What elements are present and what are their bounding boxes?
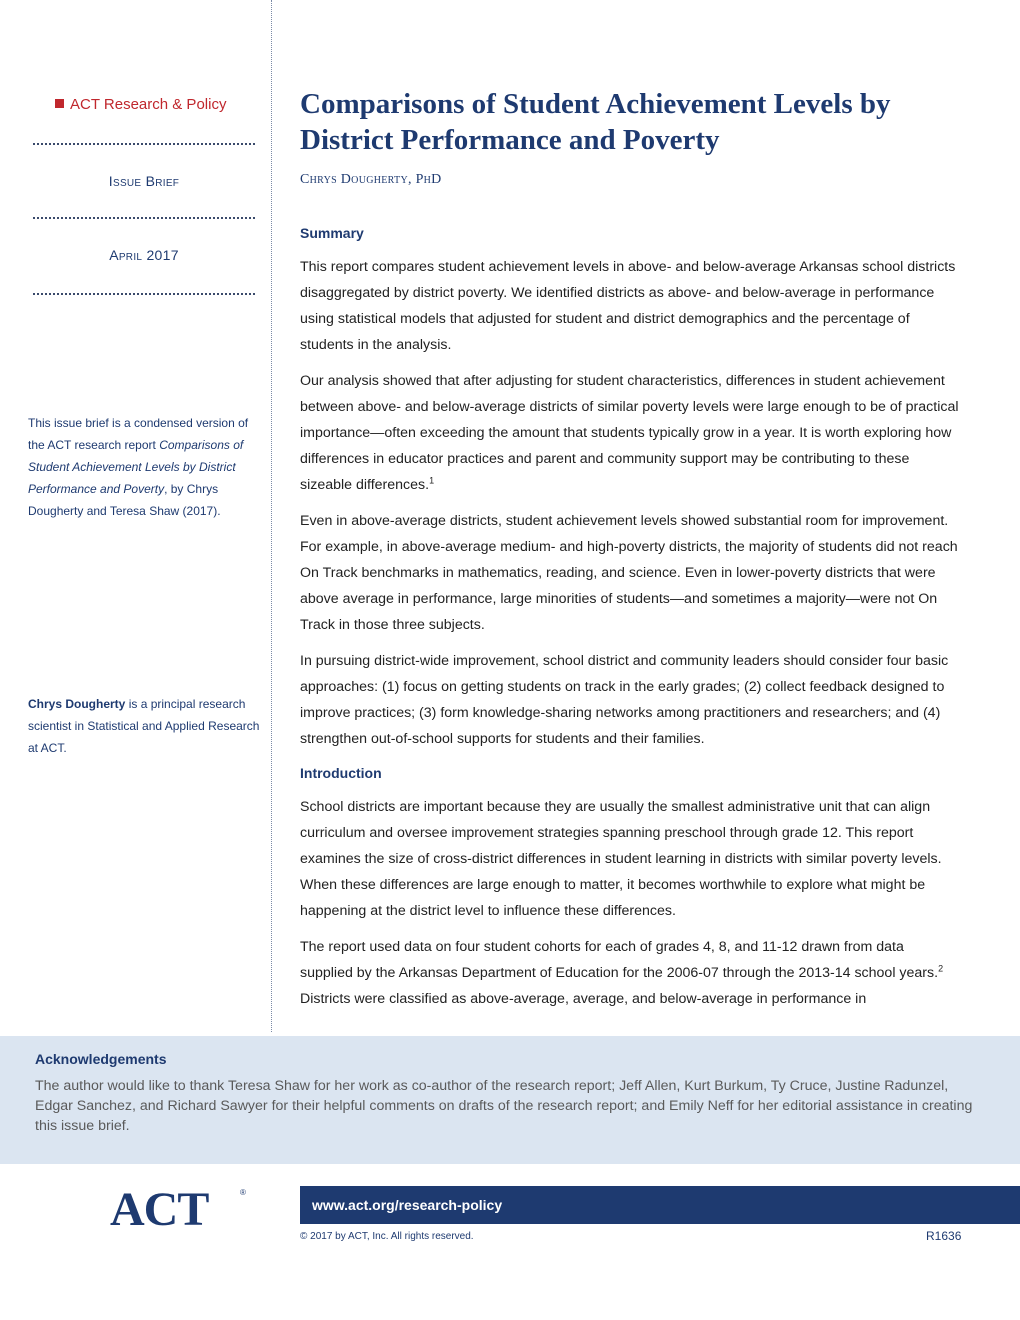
author-name: Chrys Dougherty xyxy=(28,697,126,711)
brand-label: ACT Research & Policy xyxy=(55,96,226,113)
paragraph: Even in above-average districts, student achievement levels showed substantial room for improvement. For example, in above-average medium- and high-poverty districts, the majority of students did not reach On Track benchmarks in mathematics, reading, and science. Even in lower-poverty districts that were above average in performance, large minorities of students—and sometimes a majority—were not On Track in those three subjects. xyxy=(300,513,958,633)
act-logo xyxy=(110,1184,255,1232)
website-link[interactable]: www.act.org/research-policy xyxy=(312,1197,503,1213)
svg-text:®: ® xyxy=(240,1188,246,1197)
footnote-ref[interactable]: 1 xyxy=(429,475,435,486)
report-title: Comparisons of Student Achievement Levels by District Performance and Poverty xyxy=(28,438,244,496)
paragraph: School districts are important because they are usually the smallest administrative unit that can align curriculum and oversee improvement strategies spanning preschool through grade 12. This report examines the size of cross-district differences in student learning in districts with similar poverty levels. When these differences are large enough to matter, it becomes worthwhile to explore what might be happening at the district level to influence these differences. xyxy=(300,799,942,919)
issue-date: April 2017 xyxy=(109,247,179,263)
acknowledgements-text: The author would like to thank Teresa Shaw for her work as co-author of the research report; Jeff Allen, Kurt Burkum, Ty Cruce, Justine Radunzel, Edgar Sanchez, and Richard Sawyer for their helpful comments on drafts of the research report; and Emily Neff for her editorial assistance in creating this issue brief. xyxy=(35,1078,973,1134)
introduction-heading: Introduction xyxy=(300,765,382,781)
author-byline: Chrys Dougherty, PhD xyxy=(300,172,442,187)
divider xyxy=(33,293,255,295)
divider xyxy=(33,143,255,145)
paragraph: This report compares student achievement levels in above- and below-average Arkansas school districts disaggregated by district poverty. We identified districts as above- and below-average in performance using statistical models that adjusted for student and district demographics and the percentage of students in the analysis. xyxy=(300,259,956,353)
footnote-ref[interactable]: 2 xyxy=(938,963,944,974)
divider xyxy=(33,217,255,219)
website-link-bar[interactable] xyxy=(300,1186,1020,1224)
paragraph: Our analysis showed that after adjusting for student characteristics, differences in student achievement between above- and below-average districts of similar poverty levels were large enough to be of practical importance—often exceeding the amount that students typically grow in a year. It is worth exploring how differences in educator practices and parent and community support may be contributing to these sizeable differences.$^1$ xyxy=(300,373,959,493)
copyright-notice: © 2017 by ACT, Inc. All rights reserved. xyxy=(300,1231,474,1242)
author-bio: Chrys Dougherty is a principal research scientist in Statistical and Applied Research at ACT. xyxy=(28,697,260,755)
svg-text:ACT: ACT xyxy=(110,1184,209,1232)
summary-heading: Summary xyxy=(300,225,364,241)
brand-square-icon xyxy=(55,99,64,108)
condensed-version-note: This issue brief is a condensed version of the ACT research report Comparisons of Student Achievement Levels by District Performance and Poverty, by Chrys Dougherty and Teresa Shaw (2017). xyxy=(28,416,249,518)
acknowledgements-panel xyxy=(0,1036,1020,1164)
paragraph: The report used data on four student cohorts for each of grades 4, 8, and 11-12 drawn from data supplied by the Arkansas Department of Education for the 2006-07 through the 2013-14 school years.$^2$ Districts were classified as above-average, average, and below-average in performance in xyxy=(300,939,944,1007)
doc-type: Issue Brief xyxy=(108,173,180,189)
document-code: R1636 xyxy=(926,1229,962,1243)
main-content xyxy=(300,222,960,1022)
paragraph: In pursuing district-wide improvement, school district and community leaders should consider four basic approaches: (1) focus on getting students on track in the early grades; (2) collect feedback designed to improve practices; (3) form knowledge-sharing networks among practitioners and researchers; and (4) strengthen out-of-school supports for students and their families. xyxy=(300,653,949,747)
column-divider xyxy=(271,0,272,1032)
page-title: Comparisons of Student Achievement Levels by District Performance and Poverty xyxy=(300,88,891,156)
acknowledgements-heading: Acknowledgements xyxy=(35,1051,167,1067)
